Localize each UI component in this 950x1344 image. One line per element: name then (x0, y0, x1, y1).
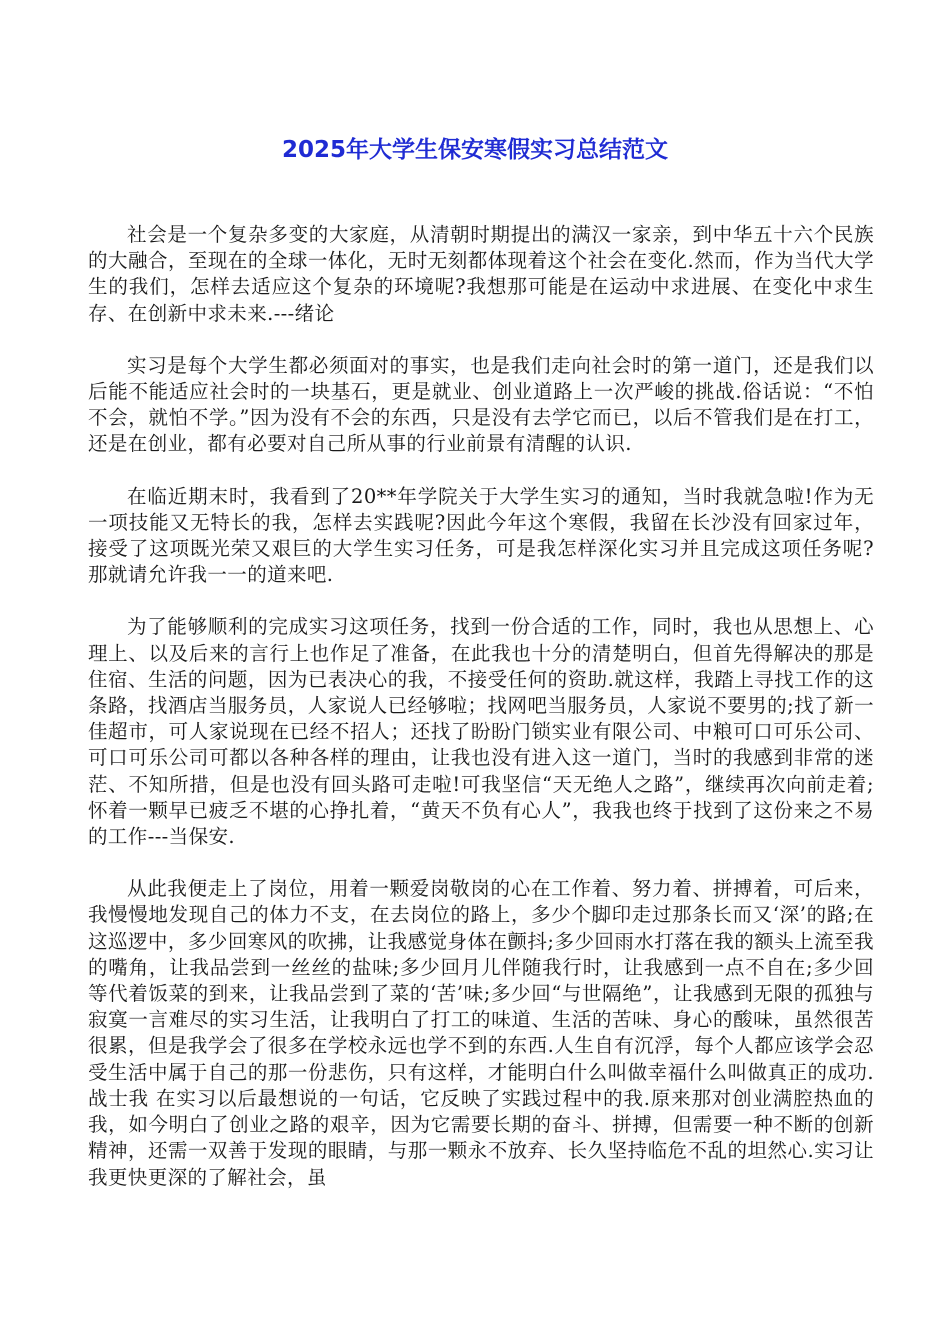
paragraph-internship-meaning: 实习是每个大学生都必须面对的事实，也是我们走向社会时的第一道门，还是我们以后能不能适应社会时的一块基石，更是就业、创业道路上一次严峻的挑战.俗话说：“不怕不会，就怕不学。”因为没有不会的东西，只是没有去学它而已，以后不管我们是在打工，还是在创业，都有必要对自己所从事的行业前景有清醒的认识. (88, 353, 874, 456)
paragraph-job-search: 为了能够顺利的完成实习这项任务，找到一份合适的工作，同时，我也从思想上、心理上、以及后来的言行上也作足了准备，在此我也十分的清楚明白，但首先得解决的那是住宿、生活的问题，因为已表决心的我，不接受任何的资助.就这样，我踏上寻找工作的这条路，找酒店当服务员，人家说人已经够啦；找网吧当服务员，人家说不要男的;找了新一佳超市，可人家说现在已经不招人；还找了盼盼门锁实业有限公司、中粮可口可乐公司、可口可乐公司可都以各种各样的理由，让我也没有进入这一道门，当时的我感到非常的迷茫、不知所措，但是也没有回头路可走啦!可我坚信“天无绝人之路”，继续再次向前走着;怀着一颗早已疲乏不堪的心挣扎着，“黄天不负有心人”，我我也终于找到了这份来之不易的工作---当保安. (88, 615, 874, 849)
paragraph-on-duty: 从此我便走上了岗位，用着一颗爱岗敬岗的心在工作着、努力着、拼搏着，可后来，我慢慢地发现自己的体力不支，在去岗位的路上，多少个脚印走过那条长而又‘深’的路;在这巡逻中，多少回寒风的吹拂，让我感觉身体在颤抖;多少回雨水打落在我的额头上流至我的嘴角，让我品尝到一丝丝的盐味;多少回月儿伴随我行时，让我感到一点不自在;多少回等代着饭菜的到来，让我品尝到了菜的‘苦’味;多少回“与世隔绝”，让我感到无限的孤独与寂寞一言难尽的实习生活，让我明白了打工的味道、生活的苦味、身心的酸味，虽然很苦很累，但是我学会了很多在学校永远也学不到的东西.人生自有沉浮，每个人都应该学会忍受生活中属于自己的那一份悲伤，只有这样，才能明白什么叫做幸福什么叫做真正的成功.战士我 在实习以后最想说的一句话，它反映了实践过程中的我.原来那对创业满腔热血的我，如今明白了创业之路的艰辛，因为它需要长期的奋斗、拼搏，但需要一种不断的创新精神，还需一双善于发现的眼睛，与那一颗永不放弃、长久坚持临危不乱的坦然心.实习让我更快更深的了解社会，虽 (88, 877, 874, 1189)
paragraph-intro: 社会是一个复杂多变的大家庭，从清朝时期提出的满汉一家亲，到中华五十六个民族的大融合，至现在的全球一体化，无时无刻都体现着这个社会在变化.然而，作为当代大学生的我们，怎样去适应这个复杂的环境呢?我想那可能是在运动中求进展、在变化中求生存、在创新中求未来.---绪论 (88, 223, 874, 325)
paragraph-notice: 在临近期末时，我看到了20**年学院关于大学生实习的通知，当时我就急啦!作为无一项技能又无特长的我，怎样去实践呢?因此今年这个寒假，我留在长沙没有回家过年，接受了这项既光荣又艰巨的大学生实习任务，可是我怎样深化实习并且完成这项任务呢?那就请允许我一一的道来吧. (88, 484, 874, 587)
document-body (88, 222, 874, 1217)
document-title: 2025年大学生保安寒假实习总结范文 (281, 137, 668, 163)
